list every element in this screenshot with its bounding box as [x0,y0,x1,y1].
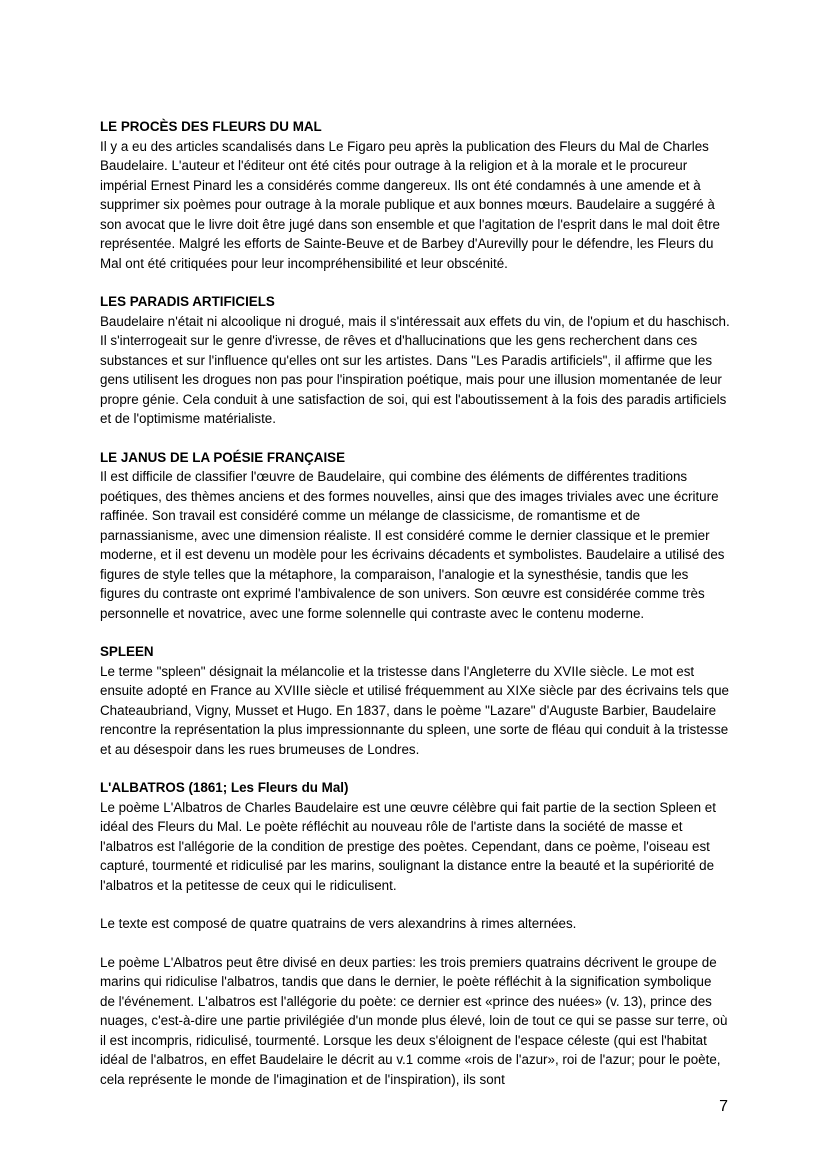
section-albatros [100,778,730,1089]
section-heading: SPLEEN [100,644,154,659]
section-heading: LE PROCÈS DES FLEURS DU MAL [100,119,322,134]
page-number: 7 [719,1098,728,1115]
section-spleen [100,642,730,759]
document-page [100,117,730,1108]
paragraph: Il est difficile de classifier l'œuvre de Baudelaire, qui combine des éléments de différentes traditions poétiques, des thèmes anciens et des formes nouvelles, ainsi que des images triviales avec une écriture raffinée. Son travail est considéré comme un mélange de classicisme, de romantisme et de parnassianisme, avec une dimension réaliste. Il est considéré comme le dernier classique et le premier moderne, et il est devenu un modèle pour les écrivains décadents et symbolistes. Baudelaire a utilisé des figures de style telles que la métaphore, la comparaison, l'analogie et la synesthésie, tandis que les figures du contraste ont exprimé l'ambivalence de son univers. Son œuvre est considérée comme très personnelle et novatrice, avec une forme solennelle qui contraste avec le contenu moderne. [100,469,725,621]
paragraph: Le terme "spleen" désignait la mélancolie et la tristesse dans l'Angleterre du XVIIe siècle. Le mot est ensuite adopté en France au XVIIIe siècle et utilisé fréquemment au XIXe siècle par des écrivains tels que Chateaubriand, Vigny, Musset et Hugo. En 1837, dans le poème "Lazare" d'Auguste Barbier, Baudelaire rencontre la représentation la plus impressionnante du spleen, une sorte de fléau qui conduit à la tristesse et au désespoir dans les rues brumeuses de Londres. [100,663,729,757]
section-heading: L'ALBATROS (1861; Les Fleurs du Mal) [100,780,349,795]
section-heading: LES PARADIS ARTIFICIELS [100,294,275,309]
section-paradis-artificiels [100,292,730,429]
paragraph: Le texte est composé de quatre quatrains de vers alexandrins à rimes alternées. [100,916,577,931]
section-proces [100,117,730,273]
paragraph: Le poème L'Albatros de Charles Baudelaire est une œuvre célèbre qui fait partie de la section Spleen et idéal des Fleurs du Mal. Le poète réfléchit au nouveau rôle de l'artiste dans la société de masse et l'albatros est l'allégorie de la condition de prestige des poètes. Cependant, dans ce poème, l'oiseau est capturé, tourmenté et ridiculisé par les marins, soulignant la distance entre la beauté et la supériorité de l'albatros et la petitesse de ceux qui le ridiculisent. [100,799,716,893]
paragraph: Le poème L'Albatros peut être divisé en deux parties: les trois premiers quatrains décrivent le groupe de marins qui ridiculise l'albatros, tandis que dans le dernier, le poète réfléchit à la signification symbolique de l'événement. L'albatros est l'allégorie du poète: ce dernier est «prince des nuées» (v. 13), prince des nuages, c'est-à-dire une partie privilégiée d'un monde plus élevé, loin de tout ce qui se passe sur terre, où il est incompris, ridiculisé, tourmenté. Lorsque les deux s'éloignent de l'espace céleste (qui est l'habitat idéal de l'albatros, en effet Baudelaire le décrit au v.1 comme «rois de l'azur», roi de l'azur; pour le poète, cela représente le monde de l'imagination et de l'inspiration), ils sont [100,954,728,1087]
paragraph: Baudelaire n'était ni alcoolique ni drogué, mais il s'intéressait aux effets du vin, de l'opium et du haschisch. Il s'interrogeait sur le genre d'ivresse, de rêves et d'hallucinations que les gens recherchent dans ces substances et sur l'influence qu'elles ont sur les artistes. Dans "Les Paradis artificiels", il affirme que les gens utilisent les drogues non pas pour l'inspiration poétique, mais pour une illusion momentanée de leur propre génie. Cela conduit à une satisfaction de soi, qui est l'aboutissement à la fois des paradis artificiels et de l'optimisme matérialiste. [100,313,730,426]
section-janus [100,448,730,624]
paragraph: Il y a eu des articles scandalisés dans Le Figaro peu après la publication des Fleurs du Mal de Charles Baudelaire. L'auteur et l'éditeur ont été cités pour outrage à la religion et à la morale et le procureur impérial Ernest Pinard les a considérés comme dangereux. Ils ont été condamnés à une amende et à supprimer six poèmes pour outrage à la morale publique et aux bonnes mœurs. Baudelaire a suggéré à son avocat que le livre doit être jugé dans son ensemble et que l'agitation de l'esprit dans le mal doit être représentée. Malgré les efforts de Sainte-Beuve et de Barbey d'Aurevilly pour le défendre, les Fleurs du Mal ont été critiquées pour leur incompréhensibilité et leur obscénité. [100,138,720,271]
section-heading: LE JANUS DE LA POÉSIE FRANÇAISE [100,449,346,465]
